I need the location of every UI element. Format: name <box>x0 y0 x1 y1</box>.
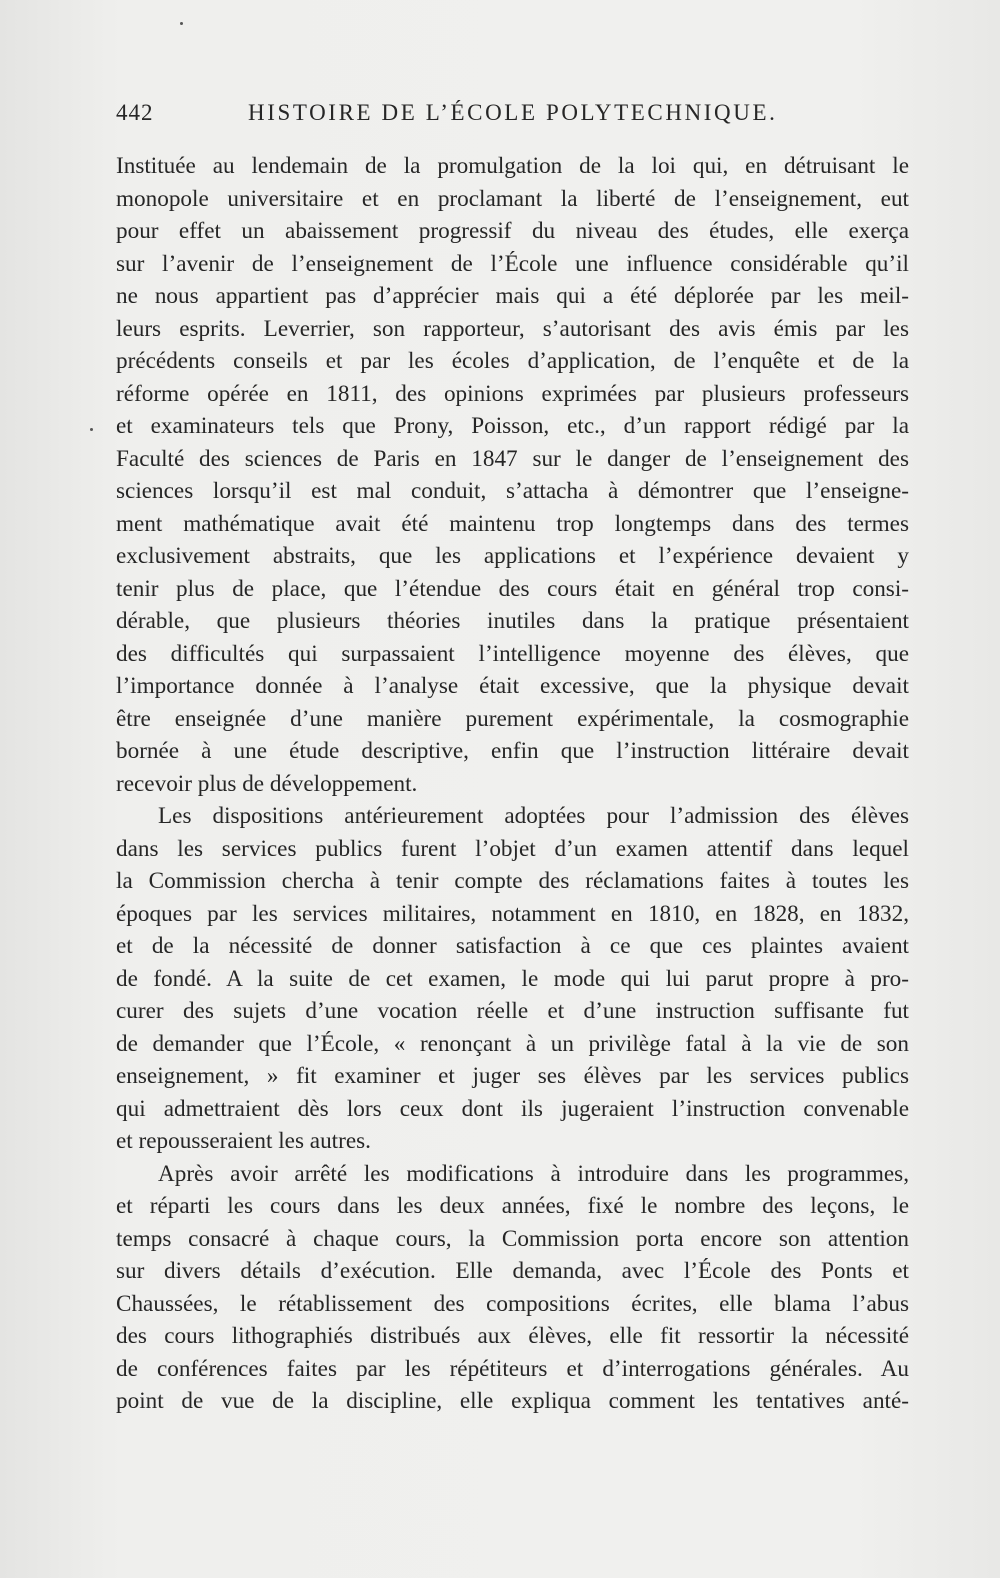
text-line: Après avoir arrêté les modifications à introduire dans les programmes, <box>158 1160 909 1187</box>
text-line: précédents conseils et par les écoles d’application, de l’enquête et de la <box>116 348 909 374</box>
text-line: curer des sujets d’une vocation réelle et d’une instruction suffisante fut <box>116 998 909 1024</box>
running-head: HISTOIRE DE L’ÉCOLE POLYTECHNIQUE. <box>248 100 778 125</box>
text-line: Les dispositions antérieurement adoptées pour l’admission des élèves <box>158 803 909 829</box>
page-number: 442 <box>116 100 154 125</box>
text-line: dans les services publics furent l’objet d’un examen attentif dans lequel <box>116 835 909 862</box>
speck-mark <box>90 428 93 431</box>
text-line: leurs esprits. Leverrier, son rapporteur, s’autorisant des avis émis par les <box>116 315 909 342</box>
text-line: des cours lithographiés distribués aux élèves, elle fit ressortir la nécessité <box>116 1323 909 1349</box>
page-header <box>116 100 908 134</box>
text-line: être enseignée d’une manière purement expérimentale, la cosmographie <box>116 705 909 732</box>
text-line: Instituée au lendemain de la promulgation de la loi qui, en détruisant le <box>116 153 909 179</box>
text-line: réforme opérée en 1811, des opinions exprimées par plusieurs professeurs <box>116 380 909 407</box>
text-line: exclusivement abstraits, que les applications et l’expérience devaient y <box>116 543 909 569</box>
text-line: enseignement, » fit examiner et juger ses élèves par les services publics <box>116 1063 909 1089</box>
text-line: tenir plus de place, que l’étendue des cours était en général trop consi- <box>116 575 909 602</box>
text-line: et de la nécessité de donner satisfaction à ce que ces plaintes avaient <box>116 933 909 959</box>
text-line: qui admettraient dès lors ceux dont ils jugeraient l’instruction convenable <box>116 1095 909 1122</box>
text-line: des difficultés qui surpassaient l’intelligence moyenne des élèves, que <box>116 640 909 667</box>
text-line: Faculté des sciences de Paris en 1847 sur le danger de l’enseignement des <box>116 445 909 472</box>
text-line: temps consacré à chaque cours, la Commission porta encore son attention <box>116 1225 909 1252</box>
text-line: point de vue de la discipline, elle expliqua comment les tentatives anté- <box>116 1388 909 1414</box>
text-line: pour effet un abaissement progressif du niveau des études, elle exerça <box>116 218 909 244</box>
text-line: la Commission chercha à tenir compte des réclamations faites à toutes les <box>116 868 909 894</box>
text-line: de fondé. A la suite de cet examen, le mode qui lui parut propre à pro- <box>116 965 909 992</box>
text-line: et examinateurs tels que Prony, Poisson, etc., d’un rapport rédigé par la <box>116 413 909 439</box>
text-line: et réparti les cours dans les deux années, fixé le nombre des leçons, le <box>116 1193 909 1219</box>
speck-mark <box>180 22 183 25</box>
text-line: ne nous appartient pas d’apprécier mais qui a été déplorée par les meil- <box>116 283 909 309</box>
body-text <box>116 150 909 1418</box>
text-line: bornée à une étude descriptive, enfin que l’instruction littéraire devait <box>116 738 909 764</box>
text-line: monopole universitaire et en proclamant la liberté de l’enseignement, eut <box>116 185 909 212</box>
text-line: et repousseraient les autres. <box>116 1128 371 1154</box>
text-line: Chaussées, le rétablissement des compositions écrites, elle blama l’abus <box>116 1290 909 1317</box>
text-line: époques par les services militaires, notamment en 1810, en 1828, en 1832, <box>116 900 909 927</box>
text-line: sur l’avenir de l’enseignement de l’École une influence considérable qu’il <box>116 250 909 277</box>
text-line: sur divers détails d’exécution. Elle demanda, avec l’École des Ponts et <box>116 1258 909 1284</box>
text-line: recevoir plus de développement. <box>116 770 418 797</box>
text-line: sciences lorsqu’il est mal conduit, s’attacha à démontrer que l’enseigne- <box>116 478 909 504</box>
text-line: ment mathématique avait été maintenu trop longtemps dans des termes <box>116 510 909 537</box>
text-line: dérable, que plusieurs théories inutiles dans la pratique présentaient <box>116 608 909 634</box>
text-line: de demander que l’École, « renonçant à un privilège fatal à la vie de son <box>116 1030 909 1057</box>
text-line: l’importance donnée à l’analyse était excessive, que la physique devait <box>116 673 909 699</box>
text-line: de conférences faites par les répétiteurs et d’interrogations générales. Au <box>116 1355 909 1382</box>
